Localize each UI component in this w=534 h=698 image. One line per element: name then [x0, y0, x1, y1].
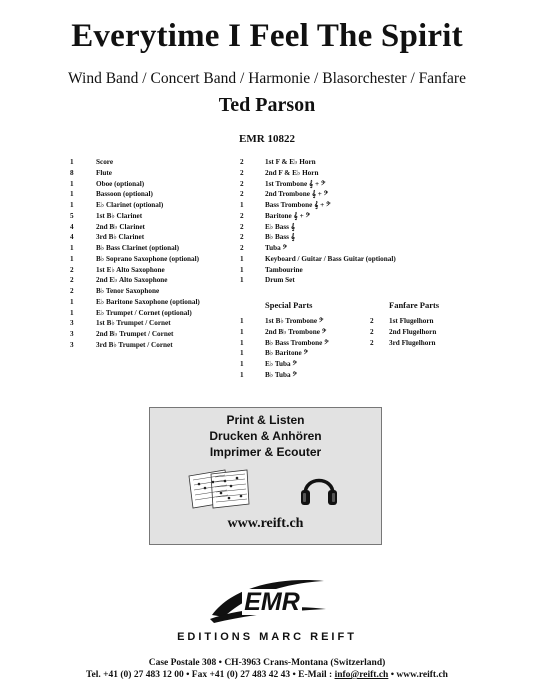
part-name: B♭ Tenor Saxophone: [96, 287, 160, 295]
part-row: [70, 329, 200, 340]
part-row: [70, 254, 200, 265]
part-name: Tambourine: [265, 265, 303, 274]
part-quantity: 1: [240, 276, 244, 285]
part-quantity: 1: [70, 179, 74, 188]
logo-text: EMR: [244, 588, 300, 616]
part-name: 1st Flugelhorn: [389, 317, 434, 325]
part-quantity: 2: [370, 327, 374, 336]
part-name: B♭ Bass Clarinet (optional): [96, 244, 180, 252]
part-row: [70, 318, 200, 329]
part-name: Keyboard / Guitar / Bass Guitar (optional): [265, 254, 396, 263]
emr-logo-icon: [204, 575, 330, 625]
score-title: Everytime I Feel The Spirit: [71, 18, 463, 54]
imprimer-line: Imprimer & Ecouter: [209, 445, 322, 459]
part-row: [70, 275, 200, 286]
part-quantity: 1: [70, 297, 74, 306]
part-quantity: 1: [70, 308, 74, 317]
part-row: [240, 211, 396, 222]
part-row: [240, 275, 396, 286]
part-quantity: 2: [240, 190, 244, 199]
part-name: B♭ Bass Trombone 𝄢: [265, 338, 329, 347]
part-quantity: 1: [240, 317, 244, 325]
part-name: Bassoon (optional): [96, 190, 153, 199]
part-name: Baritone 𝄞 + 𝄢: [265, 211, 311, 220]
special-parts-list: [240, 316, 329, 381]
part-row: [240, 359, 329, 370]
part-quantity: 1: [240, 327, 244, 336]
part-name: Flute: [96, 168, 112, 177]
part-name: B♭ Soprano Saxophone (optional): [96, 254, 200, 263]
part-name: Score: [96, 158, 114, 166]
website-link[interactable]: www.reift.ch: [227, 516, 304, 531]
part-quantity: 5: [70, 211, 74, 220]
part-quantity: 1: [70, 244, 74, 252]
part-row: [70, 168, 200, 179]
publisher-address: Case Postale 308 • CH-3963 Crans-Montana (Switzerland): [148, 658, 386, 668]
headphones-icon: [298, 468, 340, 510]
part-quantity: 2: [70, 276, 74, 285]
part-name: 3rd B♭ Trumpet / Cornet: [96, 340, 173, 349]
part-quantity: 4: [70, 222, 74, 231]
part-row: [240, 200, 396, 211]
part-name: 3rd Flugelhorn: [389, 338, 436, 347]
part-row: [70, 308, 200, 319]
part-quantity: 2: [240, 222, 244, 231]
part-row: [370, 316, 436, 327]
part-row: [370, 338, 436, 349]
part-quantity: 3: [70, 319, 74, 328]
part-row: [70, 297, 200, 308]
part-quantity: 2: [240, 233, 244, 242]
part-name: 2nd B♭ Trombone 𝄢: [265, 327, 327, 336]
part-row: [240, 222, 396, 233]
part-row: [240, 265, 396, 276]
part-name: 2nd B♭ Clarinet: [96, 222, 145, 231]
part-quantity: 1: [70, 201, 74, 209]
publisher-brand: EDITIONS MARC REIFT: [177, 631, 357, 643]
part-row: [240, 189, 396, 200]
contact-website[interactable]: • www.reift.ch: [388, 670, 448, 680]
fanfare-parts-heading: Fanfare Parts: [389, 300, 440, 310]
part-quantity: 1: [70, 254, 74, 263]
part-quantity: 1: [70, 190, 74, 199]
part-name: 2nd Trombone 𝄞 + 𝄢: [265, 190, 329, 199]
part-name: E♭ Tuba 𝄢: [265, 360, 297, 368]
part-name: B♭ Baritone 𝄢: [265, 349, 309, 358]
part-row: [240, 348, 329, 359]
part-row: [70, 265, 200, 276]
part-quantity: 1: [240, 360, 244, 368]
part-quantity: 3: [70, 340, 74, 349]
part-row: [70, 200, 200, 211]
sheet-music-icon: [185, 468, 255, 510]
part-quantity: 1: [240, 265, 244, 274]
drucken-line: Drucken & Anhören: [209, 429, 322, 443]
part-row: [70, 340, 200, 351]
part-row: [70, 222, 200, 233]
contact-phone-fax: Tel. +41 (0) 27 483 12 00 • Fax +41 (0) 27 483 42 43 • E-Mail :: [86, 670, 335, 680]
part-quantity: 2: [240, 168, 244, 177]
part-name: B♭ Bass 𝄞: [265, 233, 296, 242]
print-listen-banner[interactable]: [149, 407, 382, 545]
part-row: [70, 243, 200, 254]
part-name: Tuba 𝄢: [265, 244, 288, 252]
part-quantity: 2: [370, 317, 374, 325]
part-row: [240, 316, 329, 327]
print-listen-line: Print & Listen: [226, 413, 305, 427]
part-row: [240, 254, 396, 265]
part-row: [70, 179, 200, 190]
part-row: [70, 286, 200, 297]
part-name: 2nd E♭ Alto Saxophone: [96, 276, 168, 285]
part-row: [70, 211, 200, 222]
part-name: E♭ Baritone Saxophone (optional): [96, 297, 200, 306]
part-name: E♭ Trumpet / Cornet (optional): [96, 308, 192, 317]
catalog-code: EMR 10822: [239, 133, 295, 145]
part-name: Drum Set: [265, 276, 295, 285]
part-name: 2nd F & E♭ Horn: [265, 168, 319, 177]
part-name: 1st F & E♭ Horn: [265, 158, 316, 166]
part-quantity: 1: [240, 254, 244, 263]
part-row: [240, 157, 396, 168]
part-name: 2nd Flugelhorn: [389, 327, 437, 336]
part-row: [240, 370, 329, 381]
part-quantity: 2: [370, 338, 374, 347]
fanfare-parts-list: [370, 316, 436, 348]
ensemble-subtitle: Wind Band / Concert Band / Harmonie / Blasorchester / Fanfare: [68, 70, 466, 87]
part-quantity: 8: [70, 168, 74, 177]
part-name: 2nd B♭ Trumpet / Cornet: [96, 330, 174, 338]
part-name: 1st B♭ Trombone 𝄢: [265, 317, 324, 325]
part-row: [70, 189, 200, 200]
part-row: [240, 243, 396, 254]
part-name: B♭ Tuba 𝄢: [265, 370, 297, 379]
email-link[interactable]: info@reift.ch: [334, 670, 389, 680]
part-quantity: 1: [70, 158, 74, 166]
part-quantity: 1: [240, 338, 244, 347]
part-quantity: 1: [240, 349, 244, 358]
part-name: Oboe (optional): [96, 179, 145, 188]
part-name: E♭ Bass 𝄞: [265, 222, 296, 231]
part-name: E♭ Clarinet (optional): [96, 201, 164, 209]
part-row: [240, 327, 329, 338]
part-name: 1st B♭ Clarinet: [96, 211, 143, 220]
part-quantity: 2: [70, 287, 74, 295]
part-quantity: 2: [240, 244, 244, 252]
composer-name: Ted Parson: [218, 94, 316, 116]
part-row: [240, 338, 329, 349]
part-row: [240, 179, 396, 190]
part-row: [240, 168, 396, 179]
part-quantity: 1: [240, 370, 244, 379]
part-row: [70, 157, 200, 168]
part-quantity: 2: [240, 211, 244, 220]
part-row: [70, 232, 200, 243]
part-name: 3rd B♭ Clarinet: [96, 233, 145, 242]
part-name: 1st Trombone 𝄞 + 𝄢: [265, 179, 326, 188]
part-name: 1st E♭ Alto Saxophone: [96, 265, 165, 274]
part-name: Bass Trombone 𝄞 + 𝄢: [265, 201, 331, 209]
special-parts-heading: Special Parts: [265, 300, 313, 310]
part-row: [240, 232, 396, 243]
part-quantity: 3: [70, 330, 74, 338]
parts-list-right: [240, 157, 396, 286]
part-quantity: 2: [240, 158, 244, 166]
part-quantity: 1: [240, 201, 244, 209]
publisher-contact: [0, 670, 534, 680]
part-quantity: 2: [70, 265, 74, 274]
part-quantity: 2: [240, 179, 244, 188]
parts-list-left: [70, 157, 200, 351]
part-name: 1st B♭ Trumpet / Cornet: [96, 319, 171, 328]
part-quantity: 4: [70, 233, 74, 242]
part-row: [370, 327, 436, 338]
